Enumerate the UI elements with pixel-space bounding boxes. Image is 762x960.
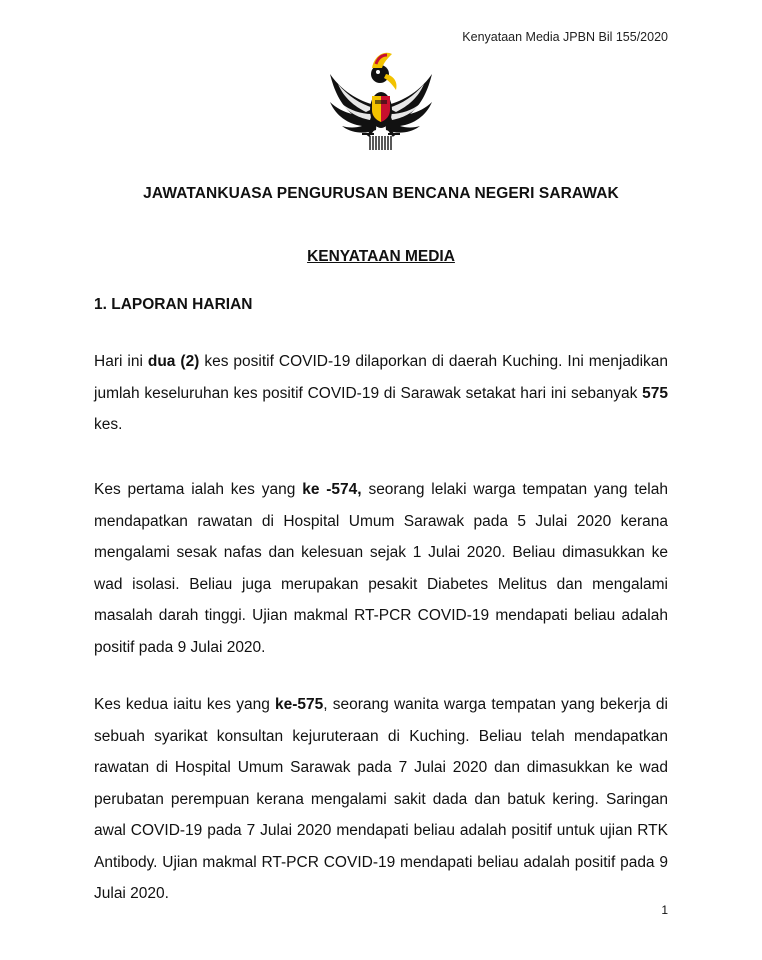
document-reference: Kenyataan Media JPBN Bil 155/2020 bbox=[462, 30, 668, 44]
statement-title: KENYATAAN MEDIA bbox=[307, 248, 455, 265]
organization-title: JAWATANKUASA PENGURUSAN BENCANA NEGERI SARAWAK bbox=[143, 185, 619, 202]
paragraph-daily-summary: Hari ini dua (2) kes positif COVID-19 dilaporkan di daerah Kuching. Ini menjadikan jumlah keseluruhan kes positif COVID-19 di Sarawak setakat hari ini sebanyak 575 kes. bbox=[94, 353, 669, 433]
paragraph-case-575: Kes kedua iaitu kes yang ke-575, seorang wanita warga tempatan yang bekerja di sebuah syarikat konsultan kejuruteraan di Kuching. Beliau telah mendapatkan rawatan di Hospital Umum Sarawak pada 7 Julai 2020 dan dimasukkan ke wad perubatan perempuan kerana mengalami sakit dada dan batuk kering. Saringan awal COVID-19 pada 7 Julai 2020 mendapati beliau adalah positif untuk ujian RTK Antibody. Ujian makmal RT-PCR COVID-19 mendapati beliau adalah positif pada 9 Julai 2020. bbox=[94, 696, 668, 902]
sarawak-hornbill-crest-icon bbox=[322, 44, 440, 152]
page-number: 1 bbox=[661, 903, 668, 917]
section-heading: 1. LAPORAN HARIAN bbox=[94, 296, 253, 313]
paragraph-case-574: Kes pertama ialah kes yang ke -574, seorang lelaki warga tempatan yang telah mendapatkan rawatan di Hospital Umum Sarawak pada 5 Julai 2020 kerana mengalami sesak nafas dan kelesuan sejak 1 Julai 2020. Beliau dimasukkan ke wad isolasi. Beliau juga merupakan pesakit Diabetes Melitus dan mengalami masalah darah tinggi. Ujian makmal RT-PCR COVID-19 mendapati beliau adalah positif pada 9 Julai 2020. bbox=[94, 481, 668, 656]
